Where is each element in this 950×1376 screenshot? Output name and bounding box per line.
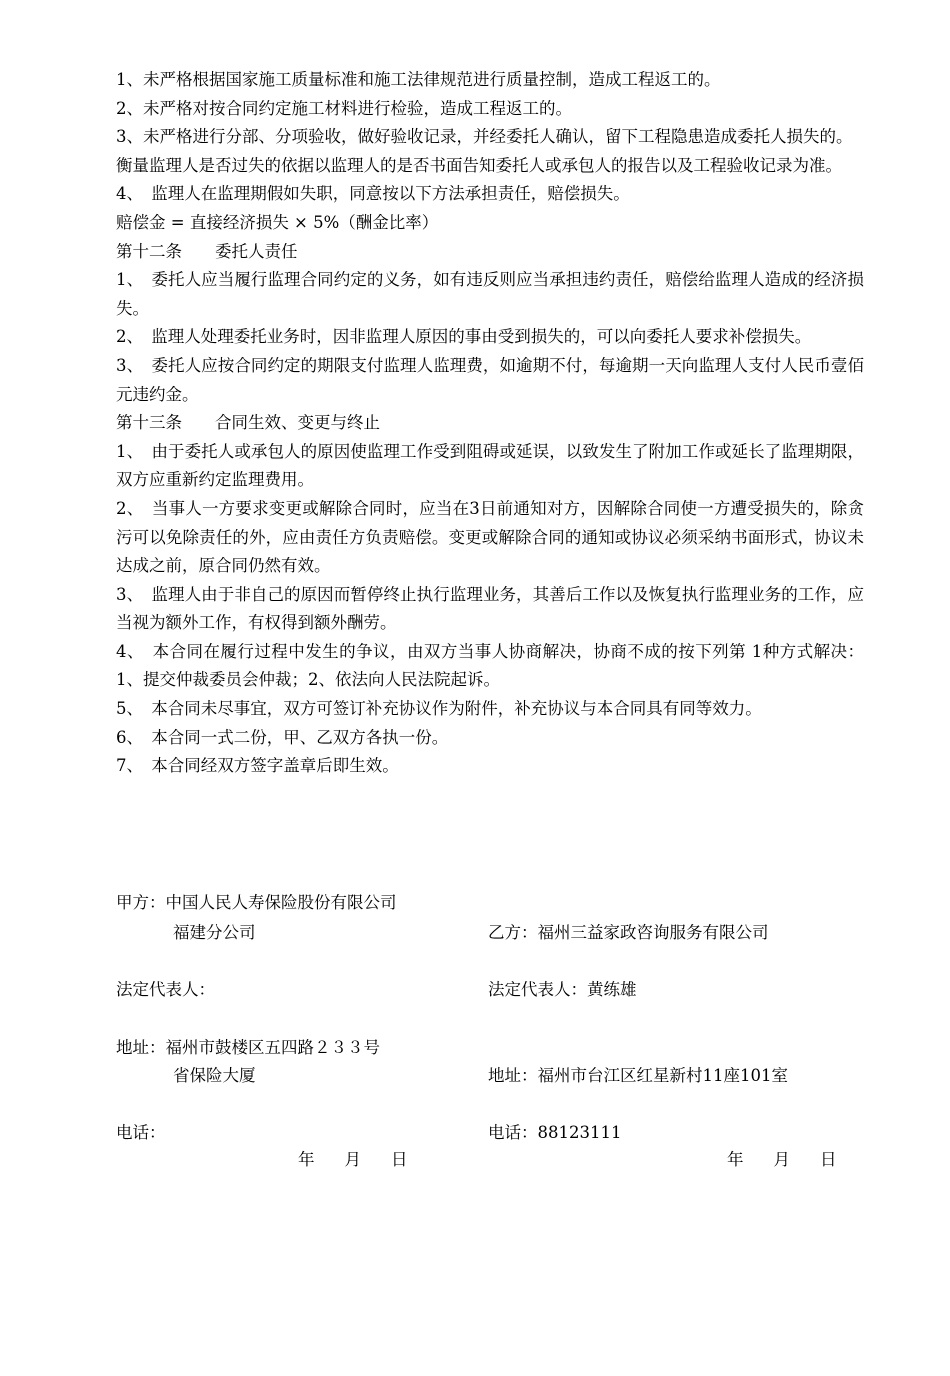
date-month: 月 [344, 1150, 361, 1169]
clause-paragraph: 2、 当事人一方要求变更或解除合同时，应当在3日前通知对方，因解除合同使一方遭受损失的，除贪污可以免除责任的外，应由责任方负责赔偿。变更或解除合同的通知或协议必须采纳书面形式，协议未达成之前，原合同仍然有效。 [116, 498, 864, 576]
party-a-date [298, 1148, 408, 1172]
clause-paragraph: 4、 本合同在履行过程中发生的争议，由双方当事人协商解决，协商不成的按下列第 1种方式解决：1、提交仲裁委员会仲裁；2、依法向人民法院起诉。 [116, 641, 864, 690]
clause-paragraph: 1、未严格根据国家施工质量标准和施工法律规范进行质量控制，造成工程返工的。 [116, 70, 721, 89]
clause-paragraph: 2、 监理人处理委托业务时，因非监理人原因的事由受到损失的，可以向委托人要求补偿损失。 [116, 327, 812, 347]
article-heading: 第十二条 委托人责任 [116, 241, 298, 261]
party-a-name-cont: 福建分公司 [173, 923, 256, 942]
date-year: 年 [727, 1150, 744, 1169]
clause-paragraph: 3、未严格进行分部、分项验收，做好验收记录，并经委托人确认，留下工程隐患造成委托人损失的。 [116, 127, 853, 147]
clause-paragraph: 3、 监理人由于非自己的原因而暂停终止执行监理业务，其善后工作以及恢复执行监理业务的工作，应当视为额外工作，有权得到额外酬劳。 [116, 584, 864, 633]
party-b-phone: 电话：88123111 [488, 1123, 622, 1142]
clause-paragraph: 2、未严格对按合同约定施工材料进行检验，造成工程返工的。 [116, 98, 572, 118]
date-month: 月 [773, 1150, 790, 1169]
article-heading: 第十三条 合同生效、变更与终止 [116, 413, 380, 433]
clause-paragraph: 5、 本合同未尽事宜，双方可签订补充协议作为附件，补充协议与本合同具有同等效力。 [116, 699, 762, 719]
party-b-representative: 法定代表人：黄练雄 [488, 980, 637, 999]
party-a-name: 甲方：中国人民人寿保险股份有限公司 [116, 893, 397, 912]
party-a-phone: 电话： [116, 1123, 166, 1142]
party-b-name: 乙方：福州三益家政咨询服务有限公司 [488, 923, 769, 942]
clause-paragraph: 衡量监理人是否过失的依据以监理人的是否书面告知委托人或承包人的报告以及工程验收记录为准。 [116, 155, 842, 175]
formula-line: 赔偿金 = 直接经济损失 × 5%（酬金比率） [116, 212, 439, 232]
party-a-representative: 法定代表人： [116, 980, 215, 999]
clause-paragraph: 6、 本合同一式二份，甲、乙双方各执一份。 [116, 727, 449, 747]
date-day: 日 [820, 1150, 837, 1169]
party-a-address: 地址：福州市鼓楼区五四路２３３号 [116, 1038, 380, 1057]
party-b-address: 地址：福州市台江区红星新村11座101室 [488, 1066, 788, 1085]
clause-paragraph: 1、 委托人应当履行监理合同约定的义务，如有违反则应当承担违约责任，赔偿给监理人造成的经济损失。 [116, 270, 864, 318]
date-year: 年 [298, 1150, 315, 1169]
party-b-date [727, 1148, 837, 1172]
clause-paragraph: 1、 由于委托人或承包人的原因使监理工作受到阻碍或延误，以致发生了附加工作或延长了监理期限，双方应重新约定监理费用。 [116, 441, 864, 490]
date-day: 日 [391, 1150, 408, 1169]
clause-paragraph: 3、 委托人应按合同约定的期限支付监理人监理费，如逾期不付，每逾期一天向监理人支付人民币壹佰元违约金。 [116, 355, 864, 404]
clause-paragraph: 7、 本合同经双方签字盖章后即生效。 [116, 756, 399, 776]
clause-paragraph: 4、 监理人在监理期假如失职，同意按以下方法承担责任，赔偿损失。 [116, 184, 630, 204]
party-a-address-cont: 省保险大厦 [173, 1066, 256, 1085]
